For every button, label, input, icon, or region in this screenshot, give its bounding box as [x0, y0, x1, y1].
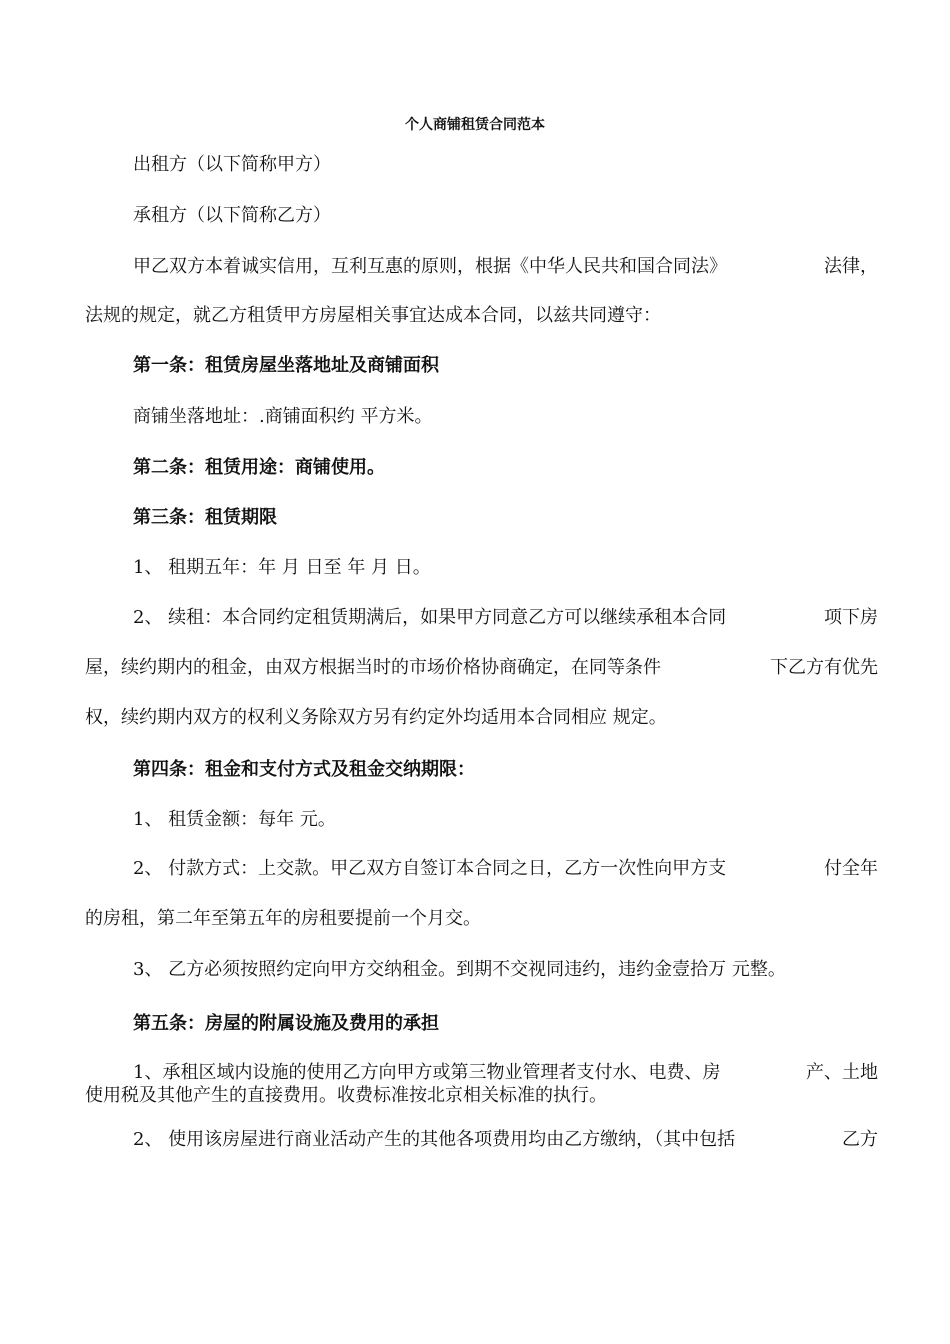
paragraph-lessor: 出租方（以下简称甲方） — [133, 154, 331, 175]
article-3-heading: 第三条：租赁期限 — [133, 507, 277, 528]
paragraph-lease-term: 1、 租期五年：年 月 日至 年 月 日。 — [133, 557, 431, 578]
text-segment: 付全年 — [824, 858, 878, 879]
paragraph-payment-line-1 — [133, 858, 878, 880]
paragraph-lessee: 承租方（以下简称乙方） — [133, 205, 331, 226]
text-segment: 甲乙双方本着诚实信用，互利互惠的原则，根据《中华人民共和国合同法》 — [133, 256, 727, 277]
text-segment: 2、 使用该房屋进行商业活动产生的其他各项费用均由乙方缴纳，（其中包括 — [133, 1129, 736, 1150]
text-segment: 下乙方有优先 — [770, 657, 878, 678]
article-4-heading: 第四条：租金和支付方式及租金交纳期限： — [133, 759, 475, 780]
text-segment: 1、承租区域内设施的使用乙方向甲方或第三物业管理者支付水、电费、房 — [133, 1062, 721, 1083]
text-segment: 屋，续约期内的租金，由双方根据当时的市场价格协商确定，在同等条件 — [85, 657, 661, 678]
text-segment: 法律， — [824, 256, 878, 277]
document-title: 个人商铺租赁合同范本 — [405, 117, 545, 133]
paragraph-preamble-line-1 — [133, 256, 878, 278]
paragraph-shop-address: 商铺坐落地址：.商铺面积约 平方米。 — [133, 406, 433, 427]
paragraph-payment-line-2: 的房租，第二年至第五年的房租要提前一个月交。 — [85, 908, 481, 929]
paragraph-renewal-line-1 — [133, 607, 878, 629]
paragraph-renewal-line-2 — [85, 657, 878, 679]
paragraph-renewal-line-3: 权，续约期内双方的权利义务除双方另有约定外均适用本合同相应 规定。 — [85, 707, 667, 728]
text-segment: 项下房 — [824, 607, 878, 628]
text-segment: 2、 付款方式：上交款。甲乙双方自签订本合同之日，乙方一次性向甲方支 — [133, 858, 727, 879]
paragraph-penalty: 3、 乙方必须按照约定向甲方交纳租金。到期不交视同违约，违约金壹拾万 元整。 — [133, 959, 786, 980]
article-2-heading: 第二条：租赁用途：商铺使用。 — [133, 457, 385, 478]
paragraph-preamble-line-2: 法规的规定，就乙方租赁甲方房屋相关事宜达成本合同，以兹共同遵守： — [85, 305, 661, 326]
paragraph-other-fees-line-1 — [133, 1129, 878, 1151]
text-segment: 2、 续租：本合同约定租赁期满后，如果甲方同意乙方可以继续承租本合同 — [133, 607, 727, 628]
article-5-heading: 第五条：房屋的附属设施及费用的承担 — [133, 1013, 439, 1034]
text-segment: 产、土地 — [806, 1062, 878, 1083]
text-segment: 乙方 — [842, 1129, 878, 1150]
article-1-heading: 第一条：租赁房屋坐落地址及商铺面积 — [133, 355, 439, 376]
paragraph-facilities-line-2: 使用税及其他产生的直接费用。收费标准按北京相关标准的执行。 — [85, 1085, 607, 1106]
paragraph-rent-amount: 1、 租赁金额：每年 元。 — [133, 809, 336, 830]
paragraph-facilities-line-1 — [133, 1062, 878, 1084]
